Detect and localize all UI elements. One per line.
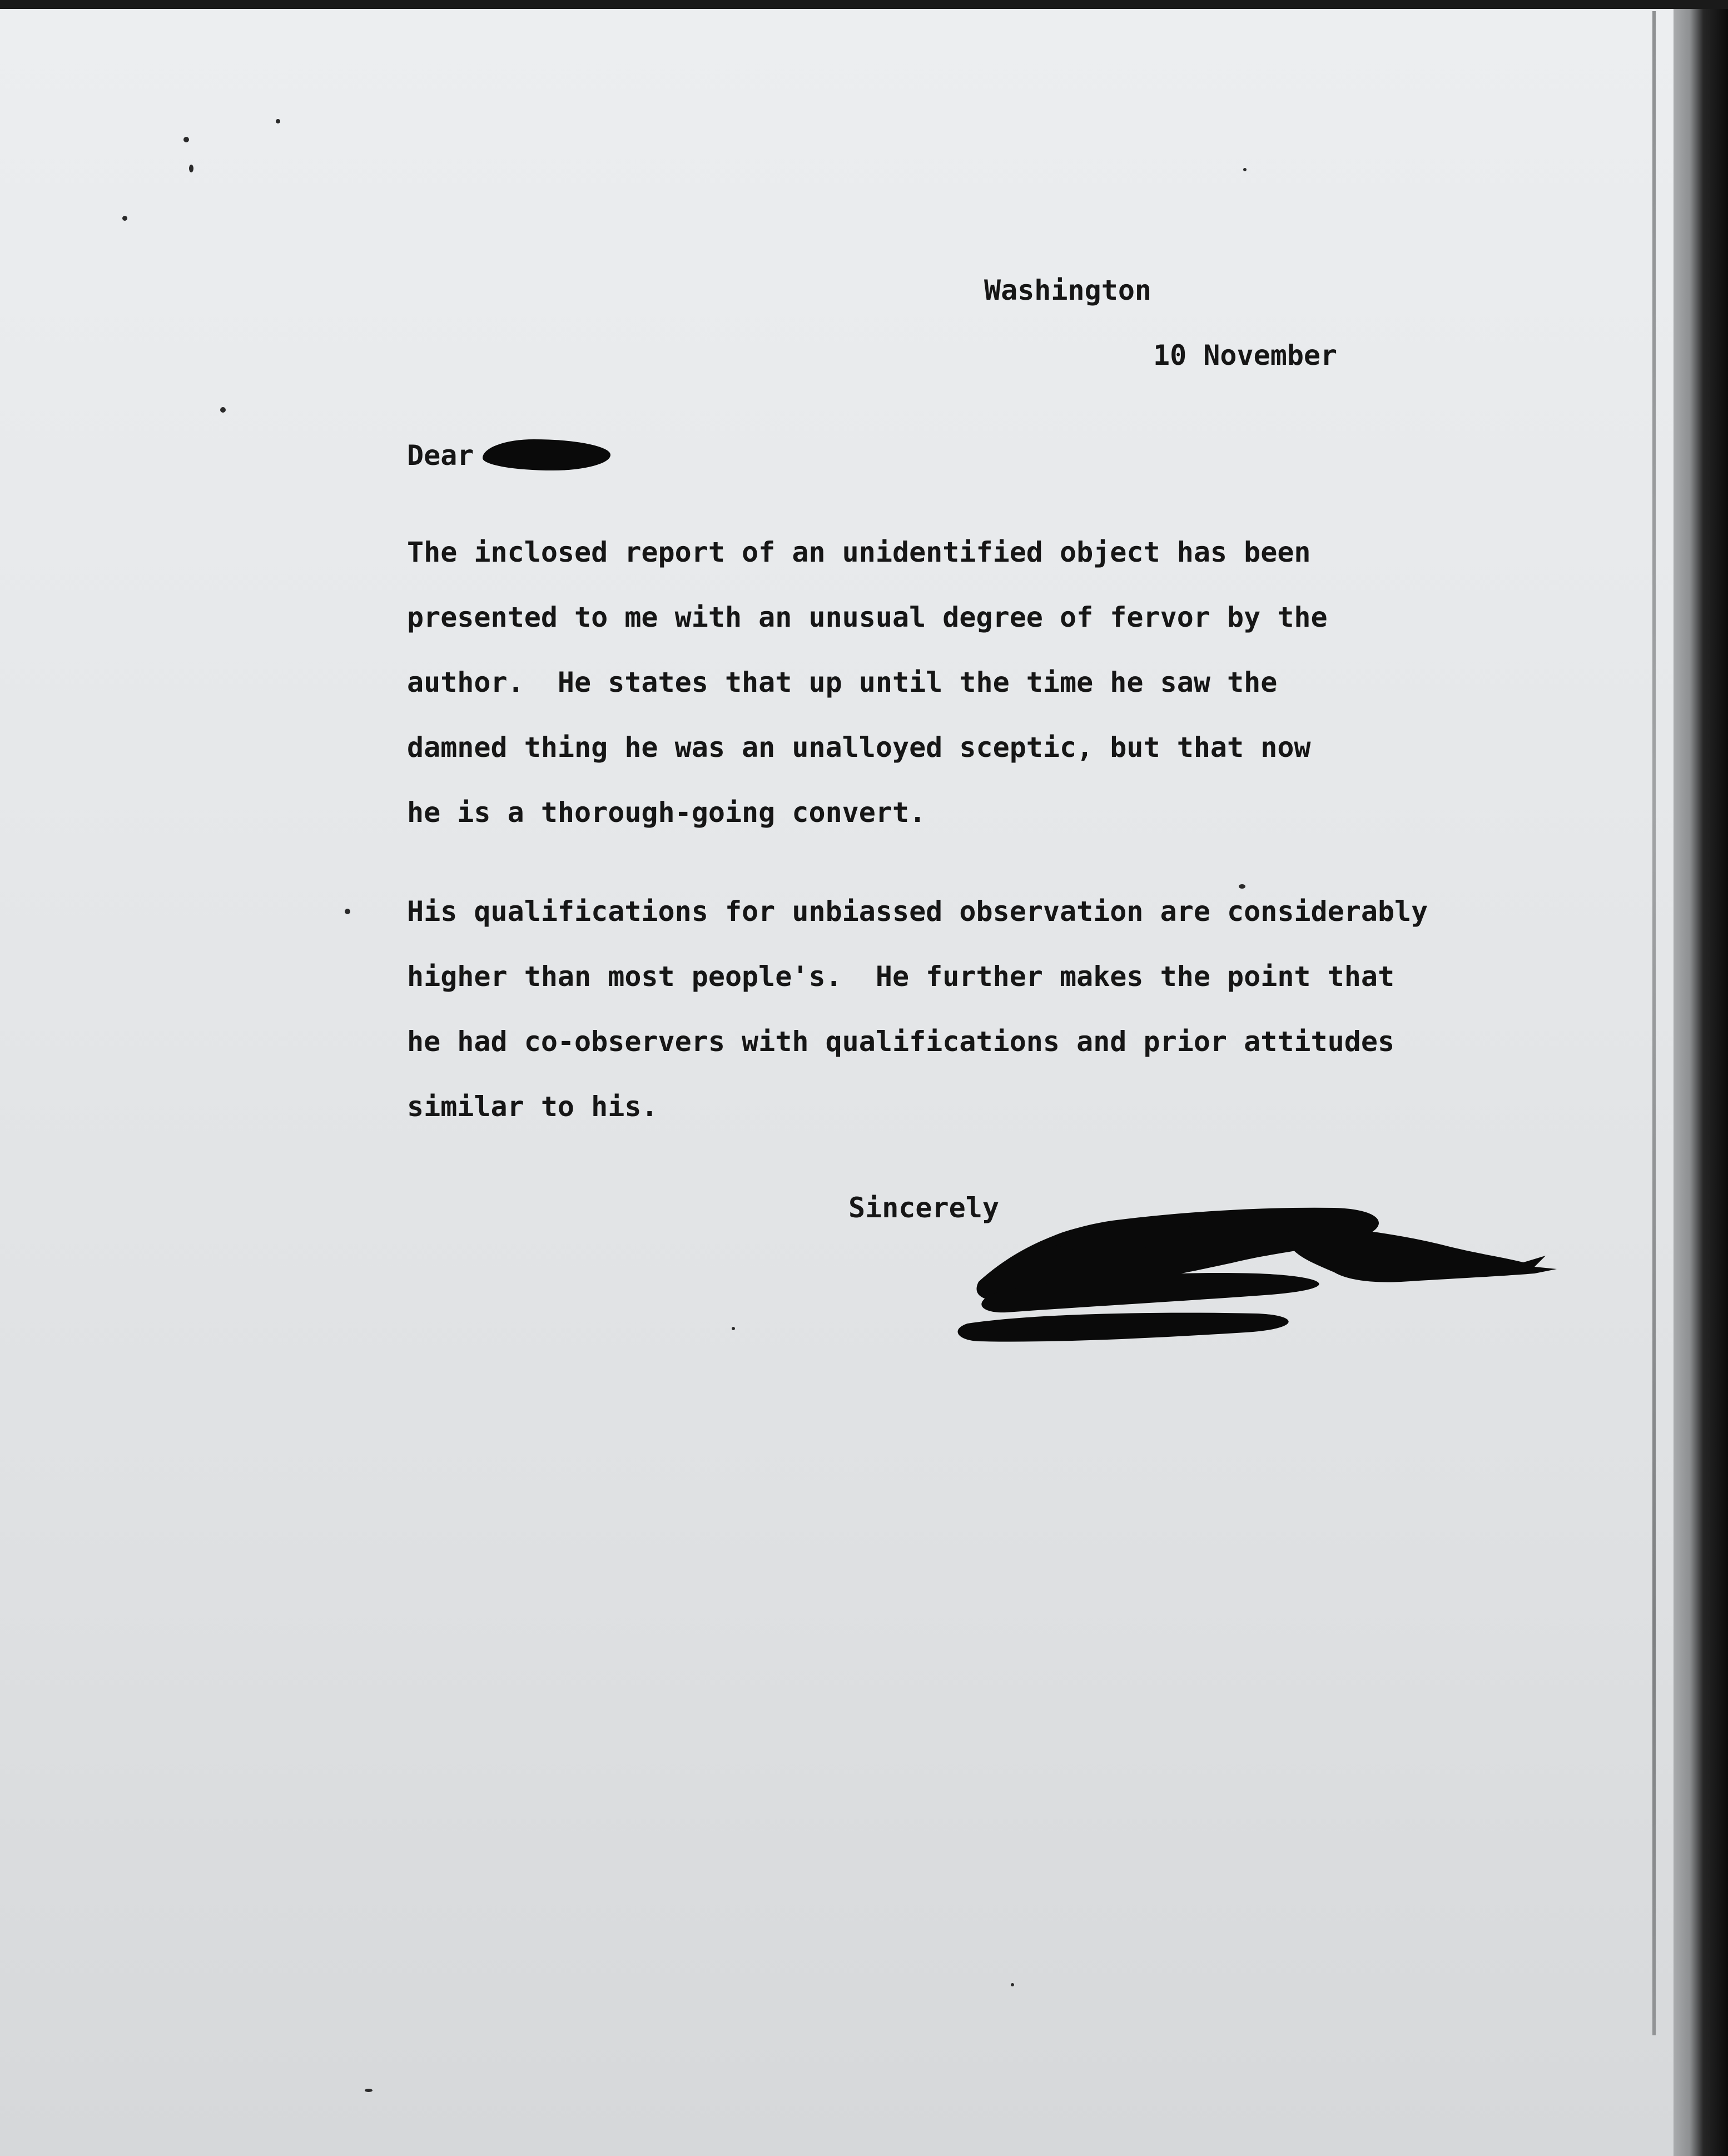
- paragraph-1-line-1: The inclosed report of an unidentified object has been: [407, 536, 1311, 568]
- paragraph-2-line-4: similar to his.: [407, 1091, 658, 1123]
- paragraph-2-line-1: His qualifications for unbiassed observation are considerably: [407, 895, 1428, 928]
- film-speck: [365, 2089, 373, 2092]
- film-speck: [122, 216, 127, 221]
- dateline-date: 10 November: [1153, 339, 1338, 371]
- film-top-edge: [0, 0, 1728, 9]
- paragraph-1-line-3: author. He states that up until the time he saw the: [407, 666, 1278, 698]
- paragraph-2-line-2: higher than most people's. He further makes the point that: [407, 960, 1395, 993]
- film-edge: [1674, 0, 1728, 2156]
- film-speck: [276, 119, 280, 123]
- salutation: Dear: [407, 439, 474, 472]
- paragraph-2-line-3: he had co-observers with qualifications and prior attitudes: [407, 1025, 1395, 1058]
- paragraph-1-line-2: presented to me with an unusual degree of fervor by the: [407, 601, 1328, 633]
- redacted-signature-mark: [945, 1168, 1557, 1346]
- paragraph-1-line-4: damned thing he was an unalloyed sceptic, but that now: [407, 731, 1311, 764]
- film-speck: [1011, 1983, 1014, 1986]
- page-fold-shadow: [1652, 11, 1656, 2035]
- film-speck: [220, 407, 226, 413]
- dateline-place: Washington: [984, 274, 1152, 306]
- paragraph-1-line-5: he is a thorough-going convert.: [407, 796, 926, 829]
- film-speck: [183, 137, 189, 142]
- film-speck: [345, 909, 350, 914]
- film-speck: [189, 165, 193, 172]
- closing: Sincerely: [848, 1192, 999, 1224]
- film-speck: [1243, 168, 1247, 171]
- film-speck: [1239, 884, 1245, 889]
- redacted-name-mark: [483, 439, 610, 470]
- film-speck: [732, 1327, 735, 1330]
